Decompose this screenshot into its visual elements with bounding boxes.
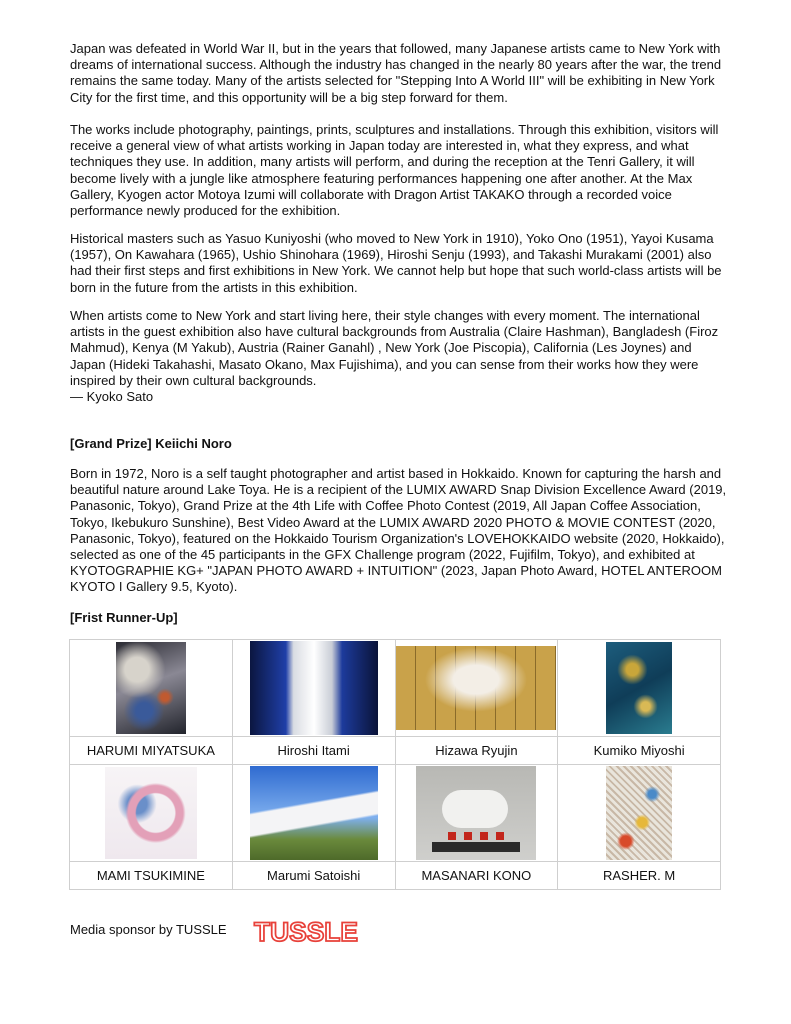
- sculpture-base: [432, 842, 520, 852]
- artist-name-cell: RASHER. M: [558, 862, 721, 890]
- runner-up-heading: [Frist Runner-Up]: [70, 610, 178, 625]
- artwork-cell: [232, 765, 395, 862]
- media-sponsor-label: Media sponsor by TUSSLE: [70, 922, 227, 937]
- artwork-cell: [558, 765, 721, 862]
- tussle-logo[interactable]: [252, 914, 364, 948]
- artwork-image-hiroshi-itami[interactable]: [250, 641, 378, 735]
- artwork-cell: [558, 640, 721, 737]
- intro-paragraph-2: The works include photography, paintings, prints, sculptures and installations. Through this exhibition, visitors will receive a general view of what artists working in Japan today are interested in, what they express, and what techniques they use. In addition, many artists will perform, and during the reception at the Tenri Gallery, it will become lively with a jungle like atmosphere featuring performances happening one after another. At the Max Gallery, Kyogen actor Motoya Izumi will collaborate with Dragon Artist TAKAKO through a recorded voice performance newly produced for the exhibition.: [70, 122, 719, 219]
- artwork-cell: [70, 640, 233, 737]
- artwork-cell: [395, 640, 558, 737]
- grand-prize-heading: [Grand Prize] Keiichi Noro: [70, 436, 232, 451]
- signature: — Kyoko Sato: [70, 389, 154, 404]
- artist-name-cell: Hiroshi Itami: [232, 737, 395, 765]
- intro-paragraph-4: When artists come to New York and start living here, their style changes with every moment. The international artists in the guest exhibition also have cultural backgrounds from Australia (Claire Hashman), Bangladesh (Firoz Mahmud), Kenya (M Yakub), Austria (Rainer Ganahl) , New York (Joe Piscopia), California (Les Joynes) and Japan (Hideki Takahashi, Masato Okano, Max Fujishima), and you can sense from their works how they were inspired by their own cultural backgrounds.: [70, 308, 719, 388]
- artist-name-cell: HARUMI MIYATSUKA: [70, 737, 233, 765]
- artist-name-cell: Kumiko Miyoshi: [558, 737, 721, 765]
- artist-name-cell: Marumi Satoishi: [232, 862, 395, 890]
- tussle-logo-text: TUSSLE: [254, 917, 358, 947]
- intro-paragraph-1: Japan was defeated in World War II, but in the years that followed, many Japanese artists came to New York with dreams of international success. Although the industry has changed in the nearly 80 years after the war, the trend remains the same today. Many of the artists selected for "Stepping Into A World III" will be exhibiting in New York City for the first time, and this opportunity will be a big step forward for them.: [70, 41, 722, 105]
- grand-prize-bio: Born in 1972, Noro is a self taught photographer and artist based in Hokkaido. Known for capturing the harsh and beautiful nature around Lake Toya. He is a recipient of the LUMIX AWARD Snap Division Excellence Award (2019, Panasonic, Tokyo), Grand Prize at the 4th Life with Coffee Photo Contest (2019, All Japan Coffee Association, Tokyo, Ikebukuro Sunshine), Best Video Award at the LUMIX AWARD 2020 PHOTO & MOVIE CONTEST (2020, Panasonic, Tokyo), featured on the Hokkaido Tourism Organization's LOVEHOKKAIDO website (2020, Hokkaido), selected as one of the 45 participants in the GFX Challenge program (2022, Fujifilm, Tokyo), and exhibited at KYOTOGRAPHIE KG+ "JAPAN PHOTO AWARD + INTUITION" (2023, Japan Photo Award, HOTEL ANTEROOM KYOTO I Gallery 9.5, Kyoto).: [70, 466, 727, 595]
- artwork-image-mami-tsukimine[interactable]: [105, 767, 197, 859]
- intro-paragraph-3: Historical masters such as Yasuo Kuniyoshi (who moved to New York in 1910), Yoko Ono (1951), Yayoi Kusama (1957), On Kawahara (1965), Ushio Shinohara (1969), Hiroshi Senju (1993), and Takashi Murakami (2001) also had their first steps and first exhibitions in New York. We cannot help but hope that such world-class artists will be born in the future from the artists in this exhibition.: [70, 231, 722, 295]
- artwork-image-masanari-kono[interactable]: [416, 766, 536, 860]
- artwork-cell: [232, 640, 395, 737]
- artwork-image-marumi-satoishi[interactable]: [250, 766, 378, 860]
- artist-name-cell: Hizawa Ryujin: [395, 737, 558, 765]
- runner-up-grid: [69, 639, 721, 890]
- artwork-image-hizawa-ryujin[interactable]: [396, 646, 556, 730]
- artist-name-cell: MASANARI KONO: [395, 862, 558, 890]
- sheep-sculpture: [442, 790, 508, 828]
- artwork-image-rasher-m[interactable]: [606, 766, 672, 860]
- artwork-cell: [395, 765, 558, 862]
- artist-name-cell: MAMI TSUKIMINE: [70, 862, 233, 890]
- artwork-cell: [70, 765, 233, 862]
- artwork-image-harumi-miyatsuka[interactable]: [116, 642, 186, 734]
- artwork-image-kumiko-miyoshi[interactable]: [606, 642, 672, 734]
- sculpture-shoes: [448, 832, 504, 840]
